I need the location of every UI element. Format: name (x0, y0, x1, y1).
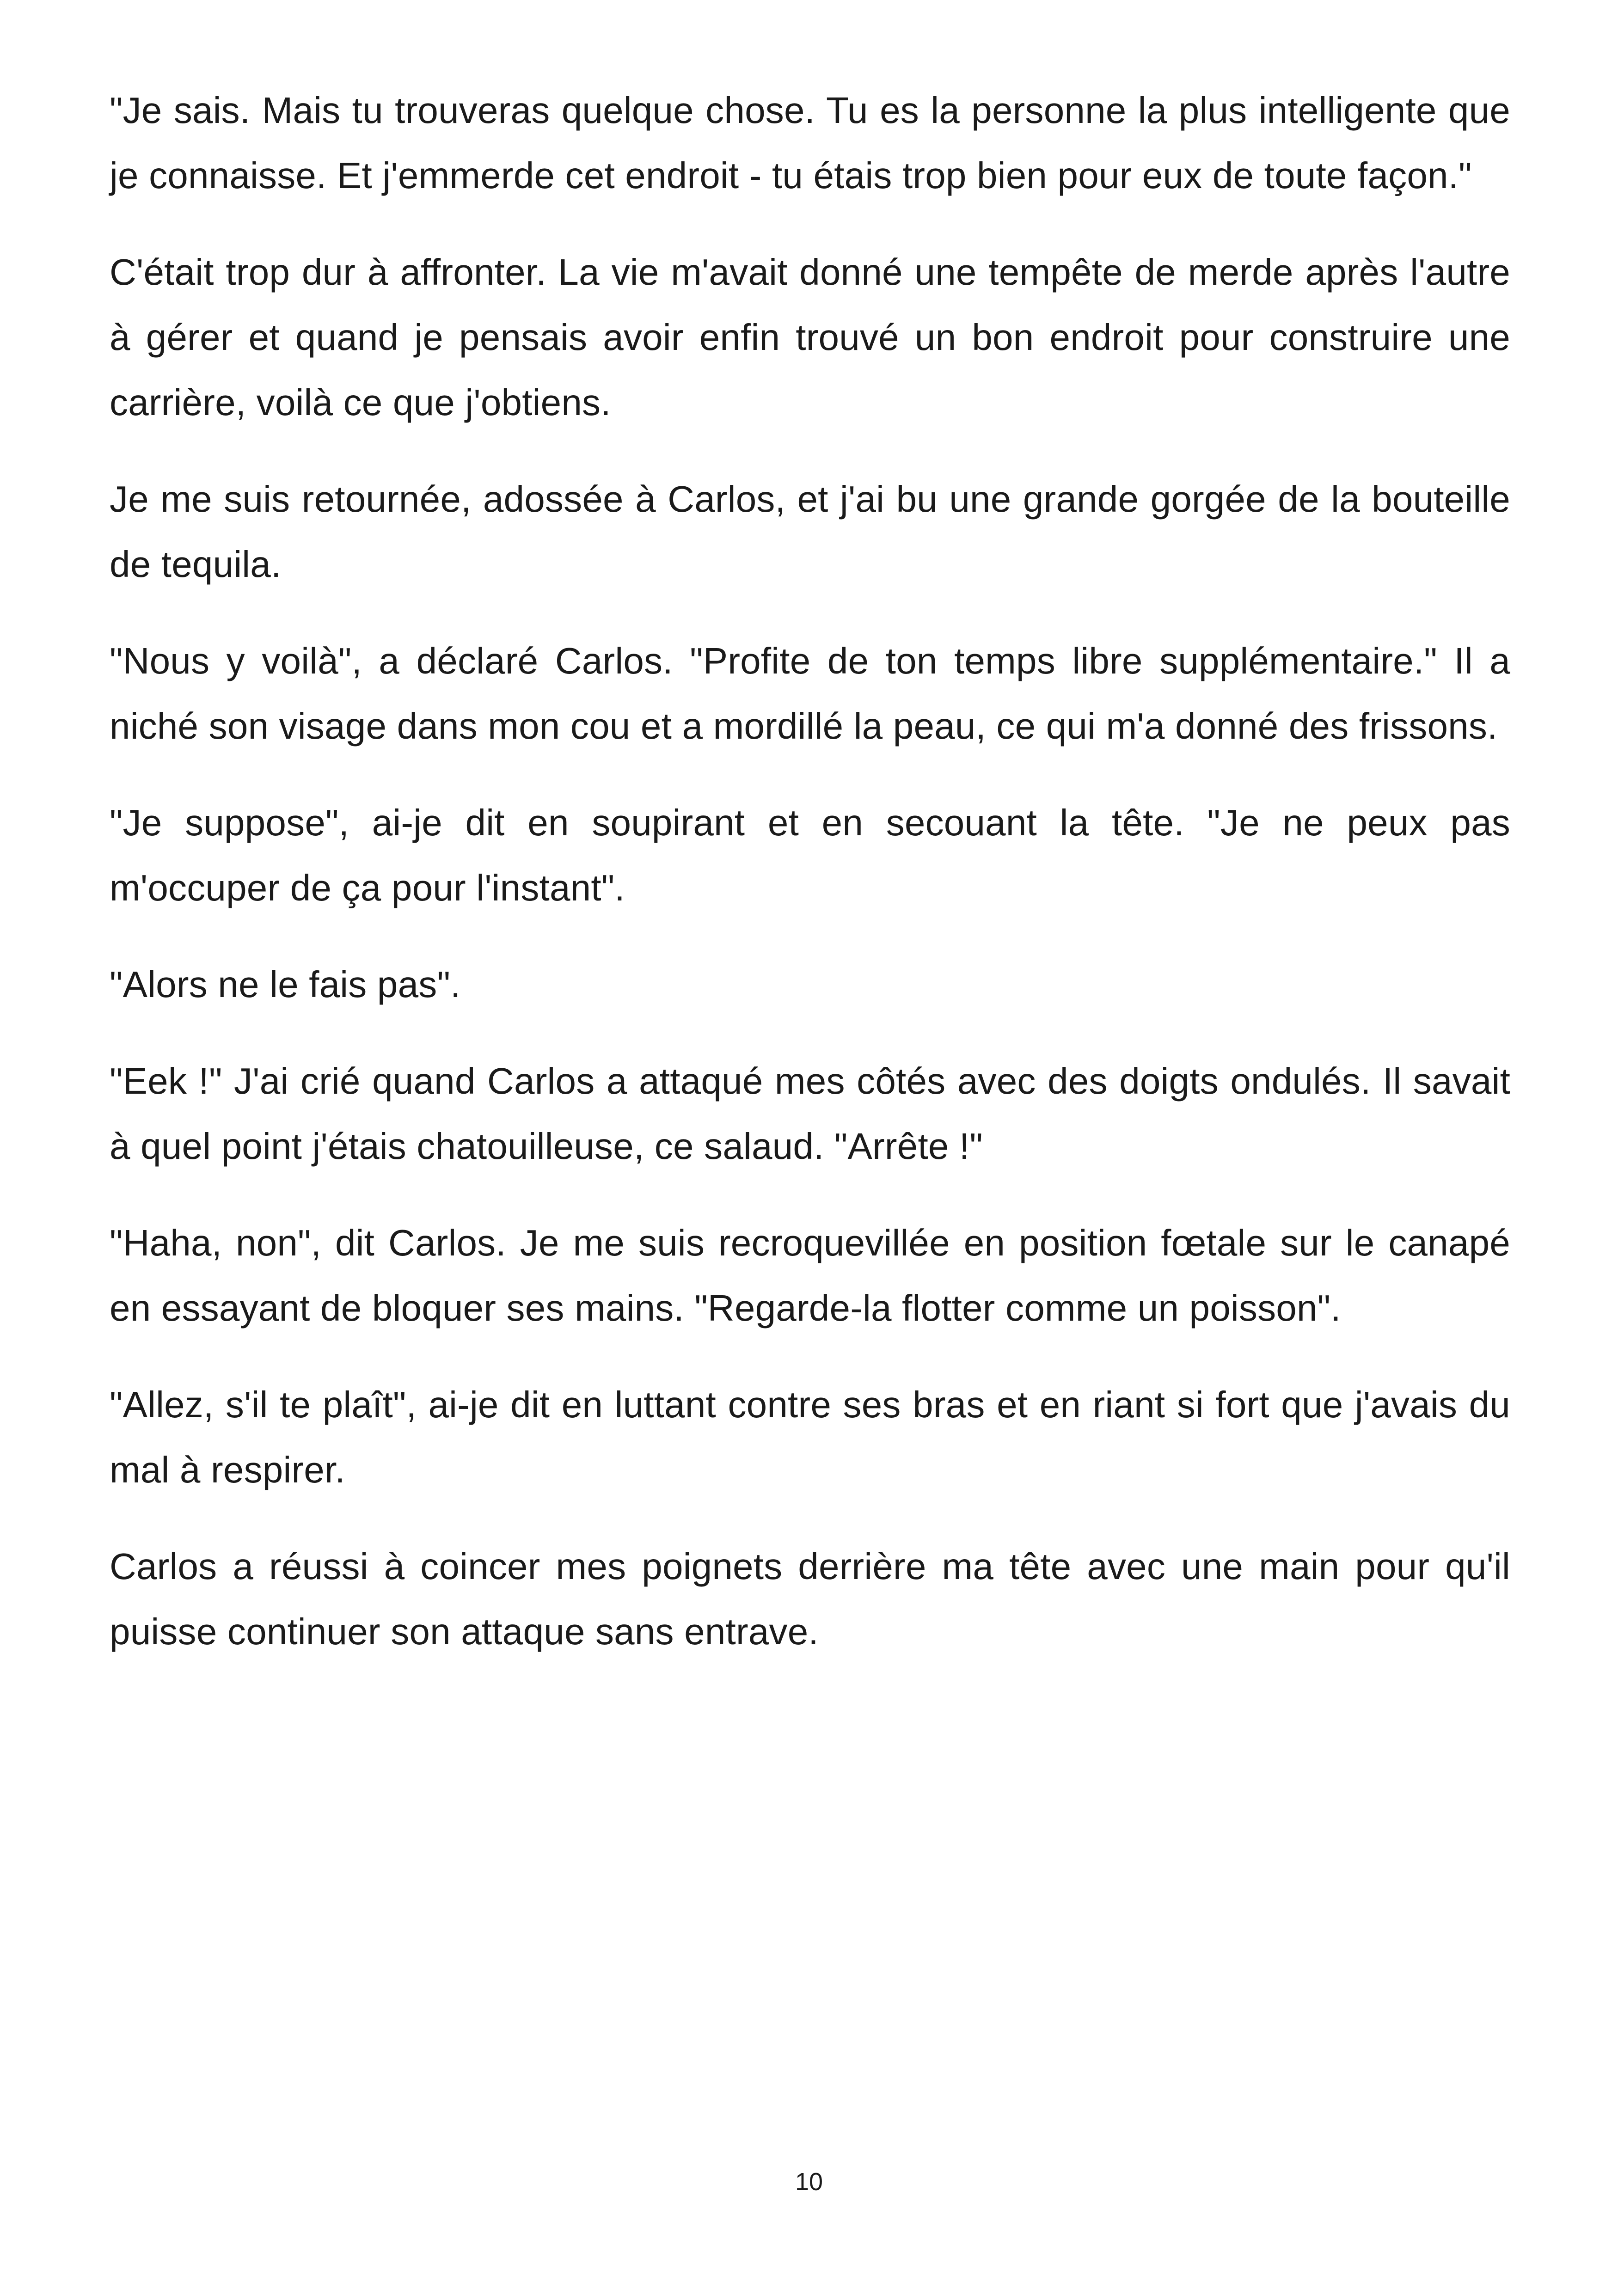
paragraph: "Alors ne le fais pas". (110, 964, 461, 1005)
body-text (110, 78, 1510, 1696)
paragraph: C'était trop dur à affronter. La vie m'avait donné une tempête de merde après l'autre à gérer et quand je pensais avoir enfin trouvé un bon endroit pour construire une carrière, voilà ce que j'obtiens. (110, 251, 1510, 423)
paragraph: Je me suis retournée, adossée à Carlos, et j'ai bu une grande gorgée de la bouteille de tequila. (110, 478, 1510, 585)
paragraph: "Je suppose", ai-je dit en soupirant et en secouant la tête. "Je ne peux pas m'occuper de ça pour l'instant". (110, 802, 1510, 908)
paragraph: "Haha, non", dit Carlos. Je me suis recroquevillée en position fœtale sur le canapé en essayant de bloquer ses mains. "Regarde-la flotter comme un poisson". (110, 1222, 1510, 1329)
paragraph: "Nous y voilà", a déclaré Carlos. "Profite de ton temps libre supplémentaire." Il a niché son visage dans mon cou et a mordillé la peau, ce qui m'a donné des frissons. (110, 640, 1510, 747)
paragraph: "Eek !" J'ai crié quand Carlos a attaqué mes côtés avec des doigts ondulés. Il savait à quel point j'étais chatouilleuse, ce salaud. "Arrête !" (110, 1060, 1510, 1167)
paragraph: Carlos a réussi à coincer mes poignets derrière ma tête avec une main pour qu'il puisse continuer son attaque sans entrave. (110, 1546, 1510, 1652)
paragraph: "Allez, s'il te plaît", ai-je dit en luttant contre ses bras et en riant si fort que j'avais du mal à respirer. (110, 1384, 1510, 1490)
paragraph: "Je sais. Mais tu trouveras quelque chose. Tu es la personne la plus intelligente que je connaisse. Et j'emmerde cet endroit - tu étais trop bien pour eux de toute façon." (110, 90, 1510, 196)
page-number: 10 (795, 2168, 823, 2196)
